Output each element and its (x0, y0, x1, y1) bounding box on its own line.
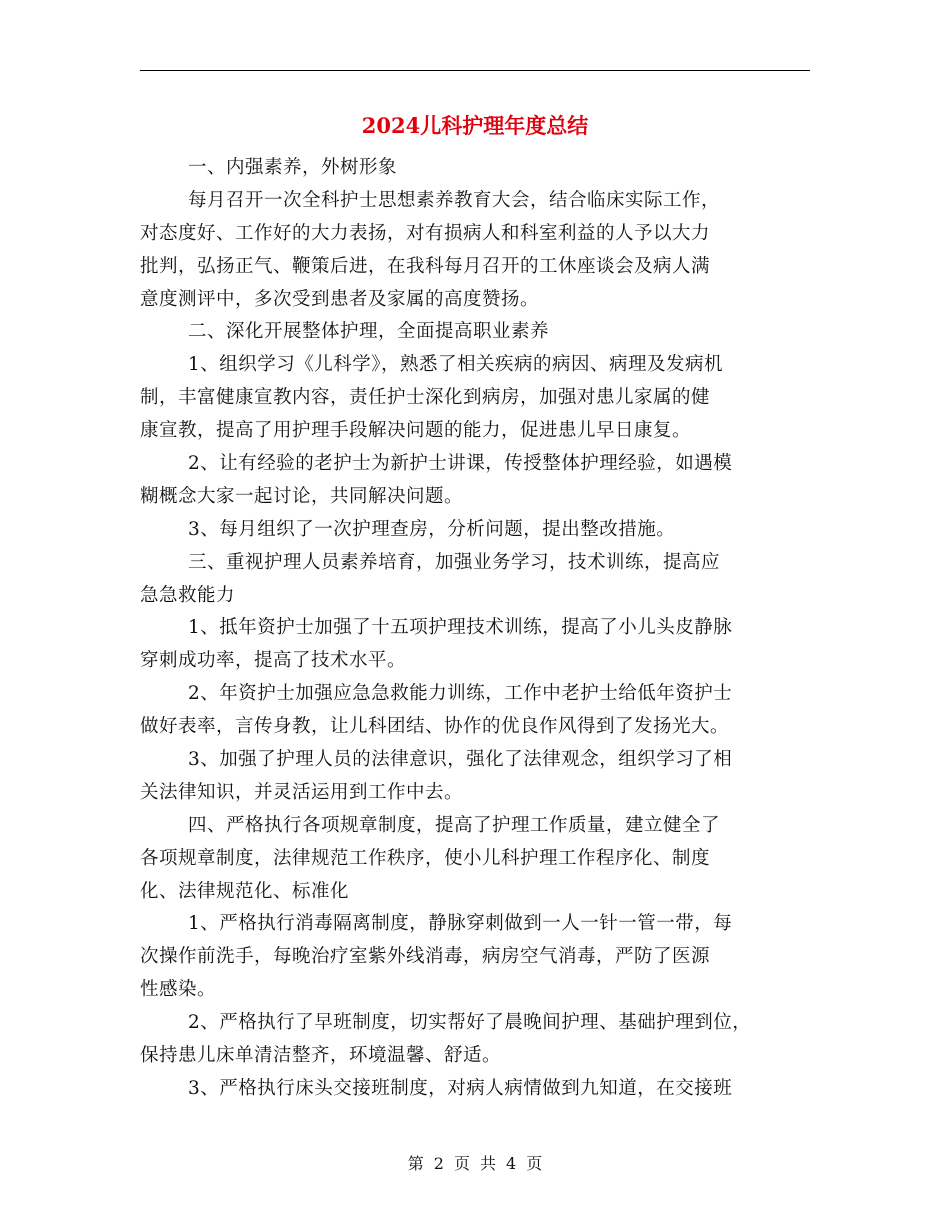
body-line: 各项规章制度，法律规范工作秩序，使小儿科护理工作程序化、制度 (140, 847, 711, 869)
body-line: 2、严格执行了早班制度，切实帮好了晨晚间护理、基础护理到位， (188, 1012, 752, 1034)
body-line: 3、每月组织了一次护理查房，分析问题，提出整改措施。 (188, 518, 676, 540)
body-line: 性感染。 (140, 979, 217, 1001)
footer-page-word: 页 (453, 1154, 470, 1173)
body-line: 三、重视护理人员素养培育，加强业务学习，技术训练，提高应 (188, 551, 721, 573)
footer-total-prefix: 共 (480, 1154, 497, 1173)
body-line: 对态度好、工作好的大力表扬，对有损病人和科室利益的人予以大力 (140, 222, 711, 244)
body-line: 2、让有经验的老护士为新护士讲课，传授整体护理经验，如遇模 (188, 453, 733, 475)
body-line: 二、深化开展整体护理，全面提高职业素养 (188, 321, 550, 343)
body-line: 做好表率，言传身教，让儿科团结、协作的优良作风得到了发扬光大。 (140, 716, 730, 738)
body-line: 次操作前洗手，每晚治疗室紫外线消毒，病房空气消毒，严防了医源 (140, 946, 711, 968)
page-footer (0, 1152, 950, 1176)
body-line: 制，丰富健康宣教内容，责任护士深化到病房，加强对患儿家属的健 (140, 387, 711, 409)
body-line: 化、法律规范化、标准化 (140, 880, 350, 902)
footer-current-page: 2 (433, 1154, 444, 1173)
body-line: 穿刺成功率，提高了技术水平。 (140, 650, 407, 672)
document-body (140, 152, 812, 1106)
footer-prefix: 第 (407, 1154, 424, 1173)
body-line: 1、组织学习《儿科学》，熟悉了相关疾病的病因、病理及发病机 (188, 354, 724, 376)
body-line: 关法律知识，并灵活运用到工作中去。 (140, 781, 464, 803)
body-line: 急急救能力 (140, 584, 236, 606)
body-line: 1、抵年资护士加强了十五项护理技术训练，提高了小儿头皮静脉 (188, 617, 733, 639)
body-line: 3、加强了护理人员的法律意识，强化了法律观念，组织学习了相 (188, 749, 733, 771)
body-line: 保持患儿床单清洁整齐，环境温馨、舒适。 (140, 1045, 502, 1067)
body-line: 每月召开一次全科护士思想素养教育大会，结合临床实际工作， (188, 189, 721, 211)
body-line: 批判，弘扬正气、鞭策后进，在我科每月召开的工休座谈会及病人满 (140, 255, 711, 277)
document-title: 2024儿科护理年度总结 (361, 113, 589, 138)
body-line: 糊概念大家一起讨论，共同解决问题。 (140, 485, 464, 507)
header-rule (140, 70, 810, 71)
body-line: 四、严格执行各项规章制度，提高了护理工作质量，建立健全了 (188, 814, 721, 836)
body-line: 一、内强素养，外树形象 (188, 157, 398, 178)
body-line: 2、年资护士加强应急急救能力训练，工作中老护士给低年资护士 (188, 683, 733, 705)
body-line: 3、严格执行床头交接班制度，对病人病情做到九知道，在交接班 (188, 1077, 733, 1099)
body-line: 1、严格执行消毒隔离制度，静脉穿刺做到一人一针一管一带，每 (188, 913, 733, 935)
body-line: 意度测评中，多次受到患者及家属的高度赞扬。 (140, 288, 540, 310)
footer-total-pages: 4 (506, 1154, 517, 1173)
body-line: 康宣教，提高了用护理手段解决问题的能力，促进患儿早日康复。 (140, 420, 692, 442)
footer-suffix: 页 (526, 1154, 543, 1173)
